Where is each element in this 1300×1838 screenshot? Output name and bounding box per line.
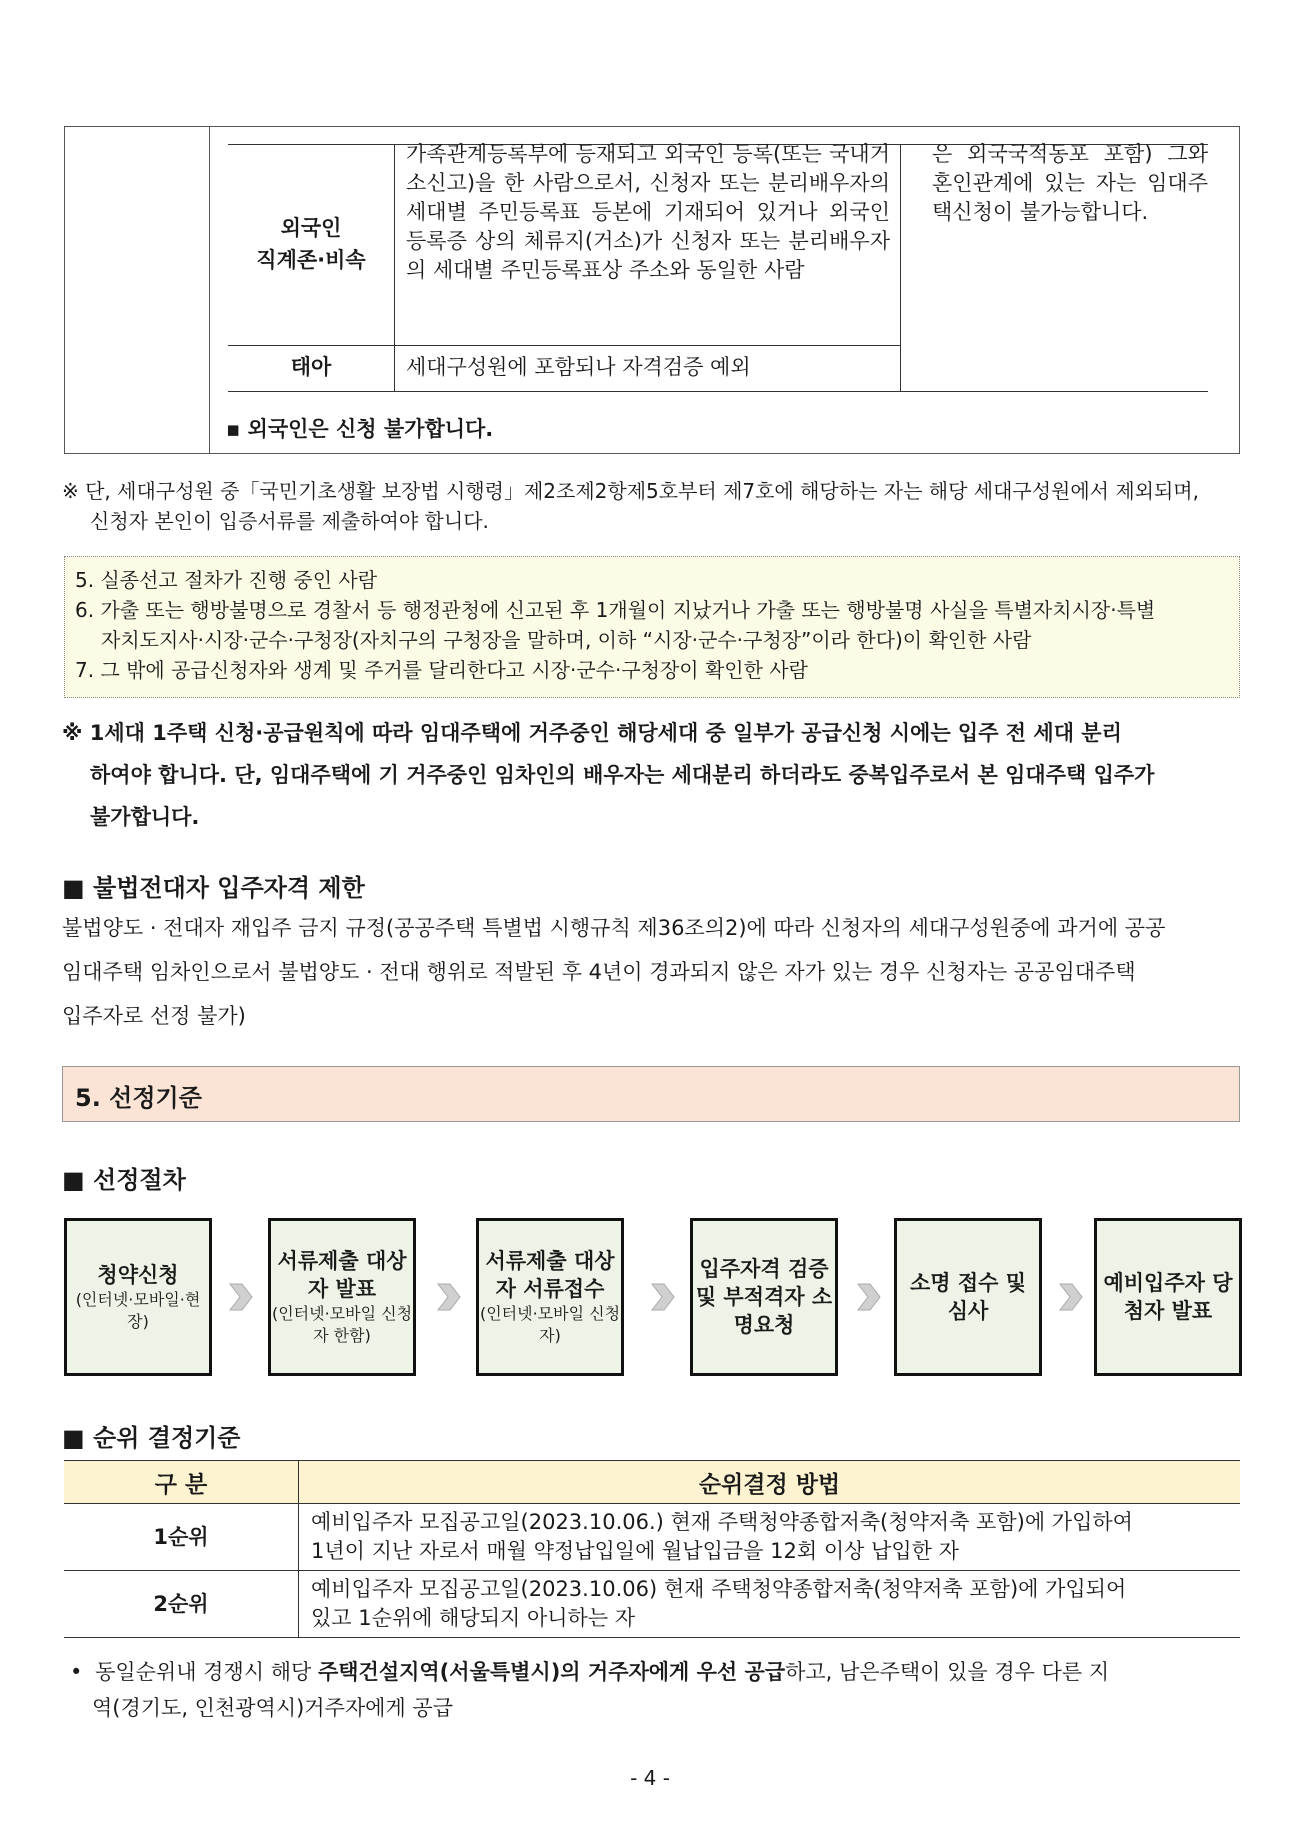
rank-header-category: 구 분 <box>64 1461 299 1504</box>
procedure-heading: ■ 선정절차 <box>62 1166 186 1194</box>
illegal-sublet-text: 불법양도 · 전대자 재입주 금지 규정(공공주택 특별법 시행규칙 제36조의2)에 따라 신청자의 세대구성원중에 과거에 공공 임대주택 임차인으로서 불법양도 · 전대 행위로 적발된 후 4년이 경과되지 않은 자가 있는 경우 신청자는 공공임대주택 입주자로 선정 불가) <box>62 916 1166 1028</box>
rank-cell: 1순위 <box>64 1504 299 1571</box>
foreign-relatives-label: 외국인 직계존·비속 <box>256 216 366 272</box>
priority-note: • 동일순위내 경쟁시 해당 주택건설지역(서울특별시)의 거주자에게 우선 공급하고, 남은주택이 있을 경우 다른 지 역(경기도, 인천광역시)거주자에게 공급 <box>70 1660 1110 1720</box>
arrow-right-icon <box>436 1278 462 1316</box>
rank-cell: 2순위 <box>64 1571 299 1638</box>
fetus-text: 세대구성원에 포함되나 자격검증 예외 <box>406 355 751 379</box>
step-winner-announce: 예비입주자 당첨자 발표 <box>1094 1218 1242 1376</box>
table-divider <box>209 127 210 453</box>
exclusion-criteria-box: 5. 실종선고 절차가 진행 중인 사람 6. 가출 또는 행방불명으로 경찰서 등 행정관청에 신고된 후 1개월이 지났거나 가출 또는 행방불명 사실을 특별자치시장·특별 자치도지사·시장·군수·구청장(자치구의 구청장을 말하며, 이하 “시장·군수·구청장”이라 한다)이 확인한 사람 7. 그 밖에 공급신청자와 생계 및 주거를 달리한다고 시장·군수·구청장이 확인한 사람 <box>64 556 1240 698</box>
arrow-right-icon <box>1058 1278 1084 1316</box>
step-explanation-review: 소명 접수 및 심사 <box>894 1218 1042 1376</box>
page-number: - 4 - <box>630 1766 670 1790</box>
arrow-right-icon <box>228 1278 254 1316</box>
section-header <box>62 1066 1240 1122</box>
exclusion-note: ※ 단, 세대구성원 중「국민기초생활 보장법 시행령」제2조제2항제5호부터 제7호에 해당하는 자는 해당 세대구성원에서 제외되며, 신청자 본인이 입증서류를 제출하여야 합니다. <box>62 479 1199 533</box>
arrow-right-icon <box>856 1278 882 1316</box>
household-separation-note: ※ 1세대 1주택 신청·공급원칙에 따라 임대주택에 거주중인 해당세대 중 일부가 공급신청 시에는 입주 전 세대 분리 하여야 합니다. 단, 임대주택에 기 거주중인 임차인의 배우자는 세대분리 하더라도 중복입주로서 본 임대주택 입주가 불가합니다. <box>62 721 1155 829</box>
step-apply: 청약신청 (인터넷·모바일·현장) <box>64 1218 212 1376</box>
section-title: 5. 선정기준 <box>75 1084 202 1112</box>
foreigner-note: ▪ 외국인은 신청 불가합니다. <box>226 417 494 441</box>
inner-col-rule-1 <box>394 144 395 391</box>
rank-method-cell: 예비입주자 모집공고일(2023.10.06) 현재 주택청약종합저축(청약저축 포함)에 가입되어 있고 1순위에 해당되지 아니하는 자 <box>299 1571 1241 1638</box>
foreign-relatives-text: 가족관계등록부에 등재되고 외국인 등록(또는 국내거소신고)을 한 사람으로서, 신청자 또는 분리배우자의 세대별 주민등록표 등본에 기재되어 있거나 외국인 등록증 상의 체류지(거소)가 신청자 또는 분리배우자의 세대별 주민등록표상 주소와 동일한 사람 <box>406 142 890 282</box>
step-eligibility-check: 입주자격 검증 및 부적격자 소명요청 <box>690 1218 838 1376</box>
bullet: • <box>70 1660 83 1684</box>
rank-method-cell: 예비입주자 모집공고일(2023.10.06.) 현재 주택청약종합저축(청약저축 포함)에 가입하여 1년이 지난 자로서 매월 약정납입일에 월납입금을 12회 이상 납입한 자 <box>299 1504 1241 1571</box>
rank-table <box>64 1460 1240 1638</box>
step-document-target-announce: 서류제출 대상자 발표 (인터넷·모바일 신청자 한함) <box>268 1218 416 1376</box>
inner-col-rule-2 <box>900 144 901 391</box>
foreign-right-text: 은 외국국적동포 포함) 그와 혼인관계에 있는 자는 임대주택신청이 불가능합니다. <box>932 142 1208 224</box>
inner-rule-mid <box>228 345 900 346</box>
table-row <box>64 1571 1240 1638</box>
table-row <box>64 1504 1240 1571</box>
illegal-sublet-heading: ■ 불법전대자 입주자격 제한 <box>62 874 365 902</box>
inner-rule-bottom <box>228 391 1208 392</box>
fetus-label: 태아 <box>290 355 332 379</box>
arrow-right-icon <box>650 1278 676 1316</box>
rank-heading: ■ 순위 결정기준 <box>62 1424 241 1452</box>
rank-header-method: 순위결정 방법 <box>299 1461 1241 1504</box>
step-document-submission: 서류제출 대상자 서류접수 (인터넷·모바일 신청자) <box>476 1218 624 1376</box>
